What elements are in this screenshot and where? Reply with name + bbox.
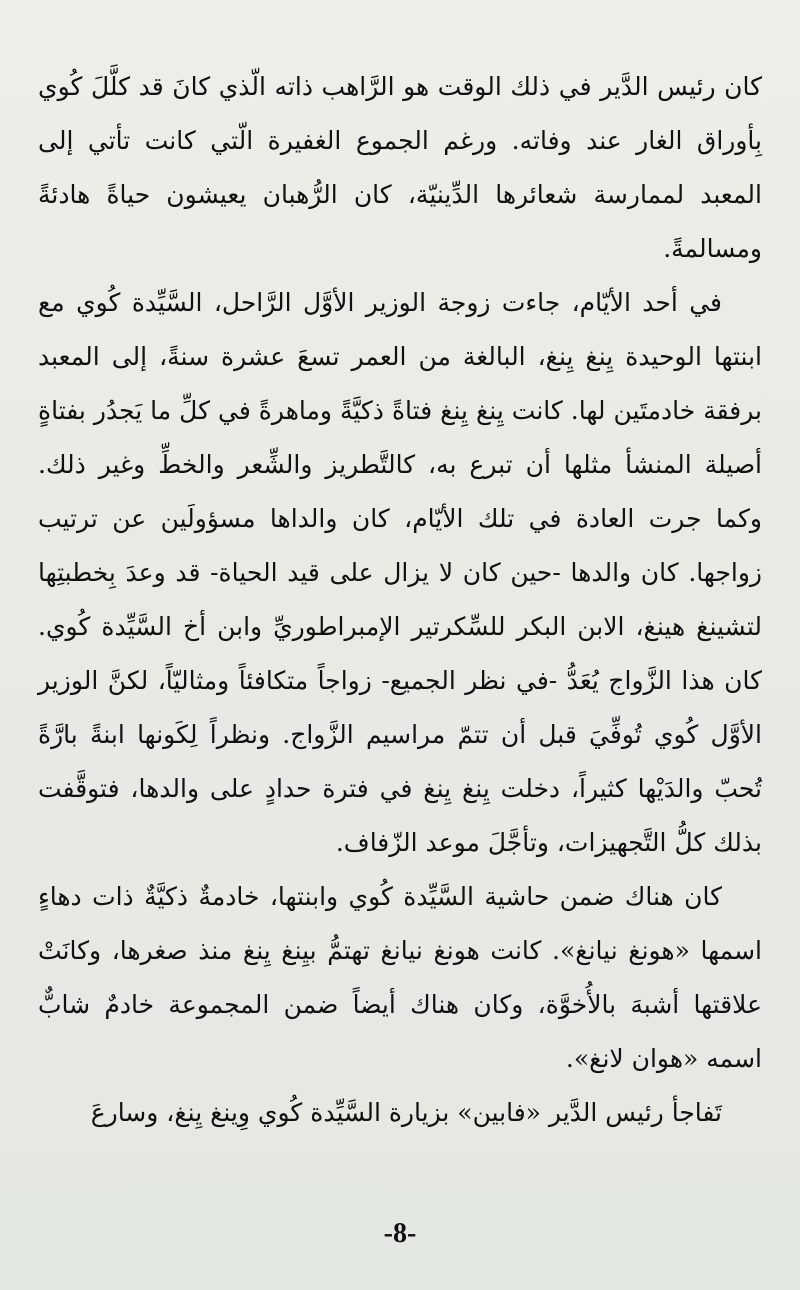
paragraph-3: كان هناك ضمن حاشية السَّيِّدة كُوي وابنتها، خادمةٌ ذكيَّةٌ ذات دهاءٍ اسمها «هونغ نيانغ». كانت هونغ نيانغ تهتمُّ بيِنغ يِنغ منذ صغرها، وكانَتْ علاقتها أشبهَ بالأُخوَّة، وكان هناك أيضاً ضمن المجموعة خادمٌ شابٌّ اسمه «هوان لانغ». bbox=[38, 882, 762, 1073]
body-text bbox=[38, 60, 762, 1140]
paragraph-4: تَفاجأ رئيس الدَّير «فابين» بزيارة السَّيِّدة كُوي وِينغ يِنغ، وسارعَ bbox=[90, 1098, 722, 1127]
paragraph-1: كان رئيس الدَّير في ذلك الوقت هو الرَّاهب ذاته الّذي كانَ قد كلَّلَ كُوي بِأوراق الغار عند وفاته. ورغم الجموع الغفيرة الّتي كانت تأتي إلى المعبد لممارسة شعائرها الدِّينيّة، كان الرُّهبان يعيشون حياةً هادئةً ومسالمةً. bbox=[38, 72, 762, 263]
paragraph-2: في أحد الأيّام، جاءت زوجة الوزير الأوَّل الرَّاحل، السَّيِّدة كُوي مع ابنتها الوحيدة يِنغ يِنغ، البالغة من العمر تسعَ عشرة سنةً، إلى المعبد برفقة خادمتَين لها. كانت يِنغ يِنغ فتاةً ذكيَّةً وماهرةً في كلِّ ما يَجدُر بفتاةٍ أصيلة المنشأ مثلها أن تبرع به، كالتَّطريز والشِّعر والخطِّ وغير ذلك. وكما جرت العادة في تلك الأيّام، كان والداها مسؤولَين عن ترتيب زواجها. كان والدها -حين كان لا يزال على قيد الحياة- قد وعدَ بِخطبتِها لتشينغ هينغ، الابن البكر للسِّكرتير الإمبراطوريِّ وابن أخ السَّيِّدة كُوي. كان هذا الزَّواج يُعَدُّ -في نظر الجميع- زواجاً متكافئاً ومثاليّاً، لكنَّ الوزير الأوَّل كُوي تُوفِّيَ قبل أن تتمّ مراسيم الزَّواج. ونظراً لِكَونها ابنةً بارَّةً تُحبّ والدَيْها كثيراً، دخلت يِنغ يِنغ في فترة حدادٍ على والدها، فتوقَّفت بذلك كلُّ التَّجهيزات، وتأجَّلَ موعد الزّفاف. bbox=[38, 288, 762, 857]
page-number: -8- bbox=[383, 1218, 417, 1249]
